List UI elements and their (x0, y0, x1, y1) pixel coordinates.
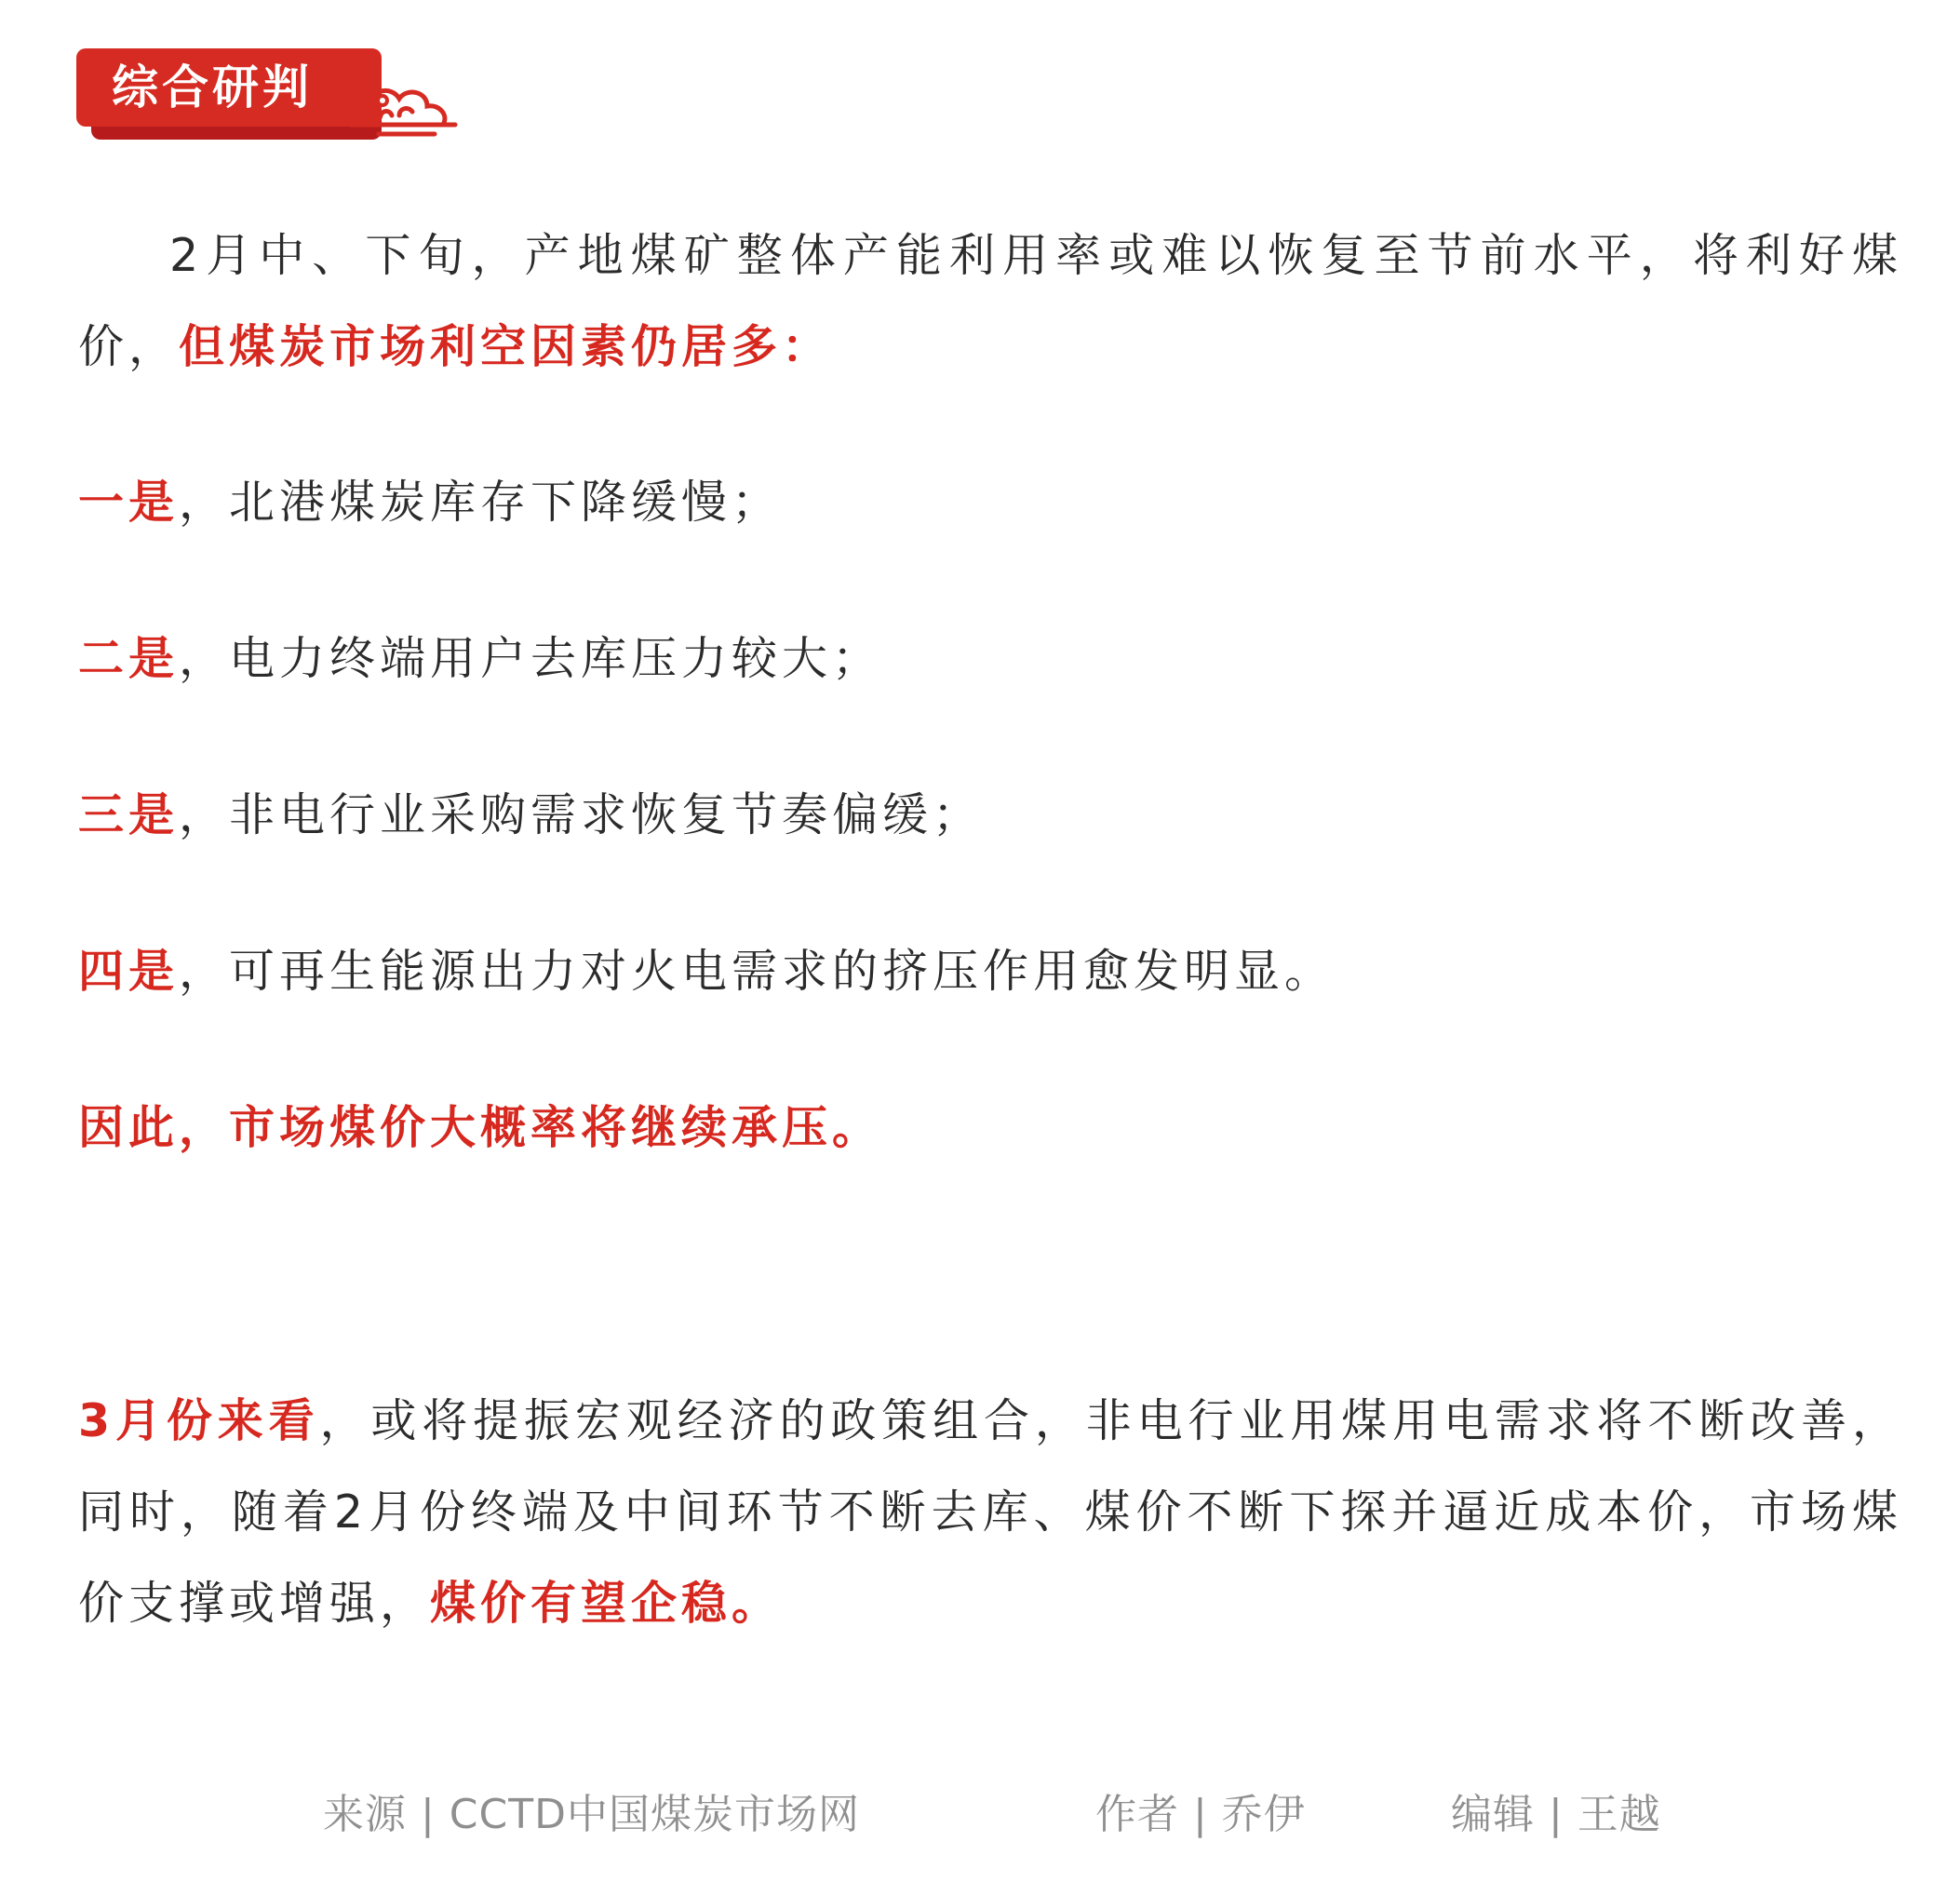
intro-emphasis: 但煤炭市场利空因素仍居多： (179, 320, 833, 373)
march-body: ，或将提振宏观经济的政策组合，非电行业用煤用电需求将不断改善，同时，随着2月份终端及中间环节不断去库、煤价不断下探并逼近成本价，市场煤价支撑或增强， (78, 1394, 1902, 1630)
march-lead-emphasis: 3月份来看 (78, 1394, 320, 1447)
point-label: 三是 (78, 788, 180, 841)
march-paragraph (78, 1376, 1902, 1649)
point-text: ，北港煤炭库存下降缓慢； (179, 476, 783, 529)
march-end-emphasis: 煤价有望企稳。 (430, 1577, 783, 1630)
footer-editor: 编辑 | 王越 (1451, 1791, 1661, 1838)
intro-lead: 2月中、下旬，产地煤矿整体产能利用率或难以恢复至节前水平，将利好煤价， (78, 229, 1902, 373)
conclusion-text: 因此，市场煤价大概率将继续承压。 (78, 1101, 883, 1154)
intro-paragraph (78, 210, 1902, 393)
auspicious-cloud-icon (342, 67, 458, 141)
section-badge (76, 48, 458, 141)
point-item (78, 470, 782, 535)
point-text: ，电力终端用户去库压力较大； (179, 632, 883, 685)
badge-label: 综合研判 (112, 60, 313, 114)
point-item (78, 783, 983, 848)
badge-body (76, 48, 382, 127)
footer-author: 作者 | 乔伊 (1095, 1791, 1306, 1838)
point-item (78, 939, 1335, 1004)
point-text: ，非电行业采购需求恢复节奏偏缓； (179, 788, 984, 841)
point-label: 二是 (78, 632, 180, 685)
point-label: 一是 (78, 476, 180, 529)
point-item (78, 626, 882, 692)
point-text: ，可再生能源出力对火电需求的挤压作用愈发明显。 (179, 945, 1336, 998)
footer-source: 来源 | CCTD中国煤炭市场网 (323, 1791, 860, 1838)
point-label: 四是 (78, 945, 180, 998)
